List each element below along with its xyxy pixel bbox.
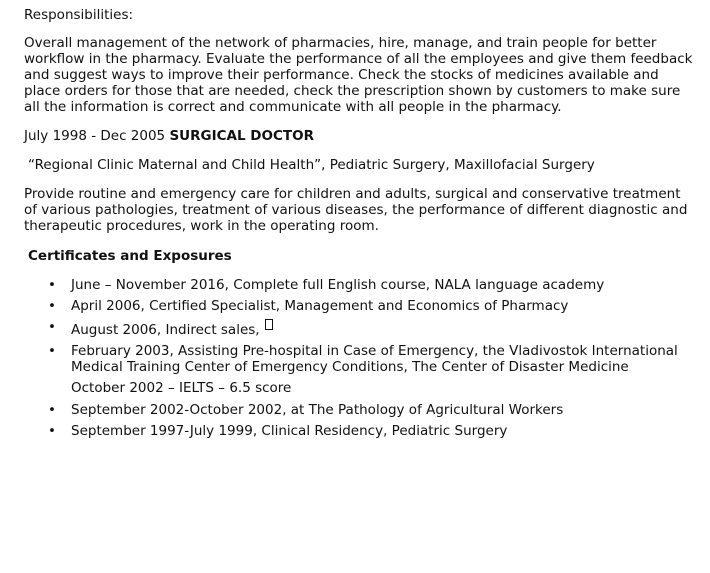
list-item: • February 2003, Assisting Pre-hospital in Case of Emergency, the Vladivostok International Medical Training Center of Emergency Conditions, The Center of Disaster Medicine	[24, 343, 696, 375]
job-clinic: “Regional Clinic Maternal and Child Health”, Pediatric Surgery, Maxillofacial Surgery	[28, 157, 595, 173]
job-dates: July 1998 - Dec 2005	[24, 128, 166, 144]
list-item: • September 1997-July 1999, Clinical Residency, Pediatric Surgery	[24, 423, 696, 439]
certificates-heading: Certificates and Exposures	[28, 248, 232, 264]
list-item: October 2002 – IELTS – 6.5 score	[71, 380, 292, 396]
responsibilities-heading: Responsibilities:	[24, 7, 134, 23]
list-item: • June – November 2016, Complete full English course, NALA language academy	[24, 277, 696, 293]
list-item: • April 2006, Certified Specialist, Management and Economics of Pharmacy	[24, 298, 696, 314]
certificates-list	[24, 277, 696, 439]
list-item: • August 2006, Indirect sales,	[24, 319, 696, 338]
list-item: • September 2002-October 2002, at The Pathology of Agricultural Workers	[24, 402, 696, 418]
job-description: Provide routine and emergency care for children and adults, surgical and conservative treatment of various pathologies, treatment of various diseases, the performance of different diagnostic and therapeutic procedures, work in the operating room.	[24, 186, 688, 234]
responsibilities-text: Overall management of the network of pharmacies, hire, manage, and train people for better workflow in the pharmacy. Evaluate the performance of all the employees and give them feedback and suggest ways to improve their performance. Check the stocks of medicines available and place orders for those that are needed, check the prescription shown by customers to make sure all the information is correct and communicate with all people in the pharmacy.	[24, 35, 693, 115]
missing-glyph-icon	[265, 319, 273, 330]
job-title: SURGICAL DOCTOR	[169, 128, 314, 144]
resume-section	[24, 7, 696, 444]
job-header	[24, 128, 696, 144]
